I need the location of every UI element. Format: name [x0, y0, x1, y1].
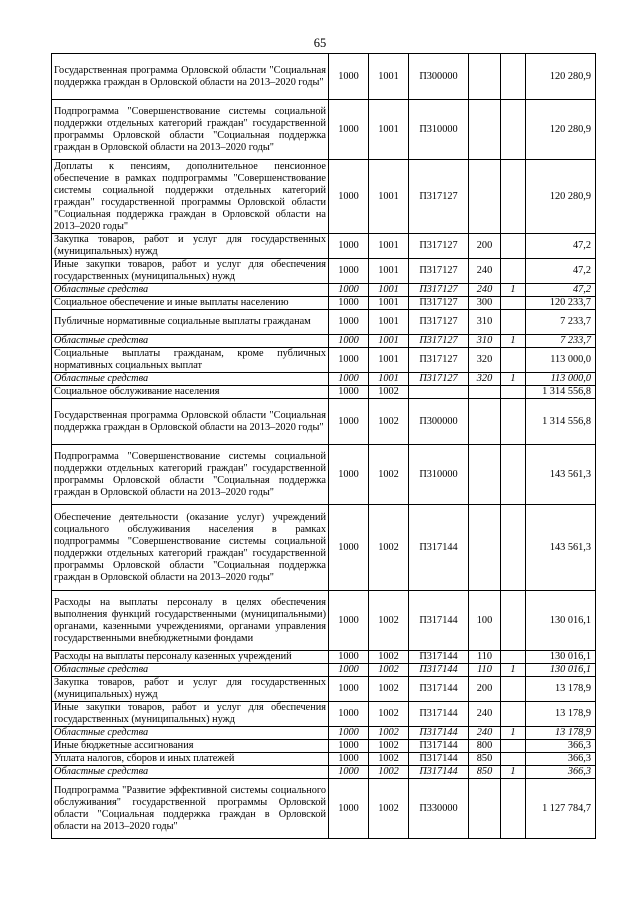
row-gr-code: 1000 — [329, 386, 369, 399]
row-csr-code: П317144 — [409, 740, 469, 753]
table-row-regional-funds — [52, 335, 596, 348]
row-name: Областные средства — [52, 766, 329, 779]
row-csr-code: П310000 — [409, 100, 469, 160]
row-rz-code: 1002 — [369, 727, 409, 740]
row-name: Подпрограмма "Развитие эффективной системы социального обслуживания" государственной программы Орловской области "Социальная поддержка граждан в Орловской области на 2013–2020 годы" — [52, 779, 329, 839]
row-name: Государственная программа Орловской области "Социальная поддержка граждан в Орловской области на 2013–2020 годы" — [52, 399, 329, 445]
row-csr-code: П317127 — [409, 348, 469, 373]
row-vr-code: 240 — [469, 702, 501, 727]
row-name: Социальное обслуживание населения — [52, 386, 329, 399]
table-row — [52, 651, 596, 664]
row-rz-code: 1001 — [369, 54, 409, 100]
table-row-regional-funds — [52, 727, 596, 740]
row-vr-code: 240 — [469, 259, 501, 284]
row-name: Социальное обеспечение и иные выплаты населению — [52, 297, 329, 310]
row-sum: 113 000,0 — [526, 348, 596, 373]
row-csr-code: П317144 — [409, 664, 469, 677]
row-name: Государственная программа Орловской области "Социальная поддержка граждан в Орловской области на 2013–2020 годы" — [52, 54, 329, 100]
row-name: Расходы на выплаты персоналу казенных учреждений — [52, 651, 329, 664]
row-name: Уплата налогов, сборов и иных платежей — [52, 753, 329, 766]
table-row — [52, 160, 596, 234]
row-name: Областные средства — [52, 284, 329, 297]
row-name: Иные закупки товаров, работ и услуг для обеспечения государственных (муниципальных) нужд — [52, 259, 329, 284]
row-name: Закупка товаров, работ и услуг для государственных (муниципальных) нужд — [52, 234, 329, 259]
row-rz-code: 1002 — [369, 779, 409, 839]
row-source-code — [501, 54, 526, 100]
row-vr-code: 240 — [469, 727, 501, 740]
row-vr-code: 310 — [469, 335, 501, 348]
row-rz-code: 1002 — [369, 664, 409, 677]
row-source-code — [501, 779, 526, 839]
table-row-regional-funds — [52, 664, 596, 677]
row-gr-code: 1000 — [329, 766, 369, 779]
row-vr-code: 110 — [469, 651, 501, 664]
row-sum: 47,2 — [526, 234, 596, 259]
row-gr-code: 1000 — [329, 664, 369, 677]
row-sum: 143 561,3 — [526, 505, 596, 591]
row-source-code — [501, 651, 526, 664]
row-gr-code: 1000 — [329, 373, 369, 386]
row-vr-code — [469, 54, 501, 100]
row-gr-code: 1000 — [329, 160, 369, 234]
row-vr-code: 850 — [469, 753, 501, 766]
row-source-code — [501, 740, 526, 753]
row-vr-code: 850 — [469, 766, 501, 779]
row-rz-code: 1002 — [369, 651, 409, 664]
row-sum: 1 314 556,8 — [526, 386, 596, 399]
row-source-code — [501, 297, 526, 310]
page-number: 65 — [313, 36, 327, 50]
row-source-code — [501, 445, 526, 505]
row-csr-code: П317144 — [409, 702, 469, 727]
row-sum: 113 000,0 — [526, 373, 596, 386]
row-name: Подпрограмма "Совершенствование системы социальной поддержки отдельных категорий граждан" государственной программы Орловской области "Социальная поддержка граждан в Орловской области на 2013–2020 годы" — [52, 445, 329, 505]
table-row — [52, 445, 596, 505]
row-name: Социальные выплаты гражданам, кроме публичных нормативных социальных выплат — [52, 348, 329, 373]
row-vr-code: 310 — [469, 310, 501, 335]
row-source-code — [501, 160, 526, 234]
row-sum: 7 233,7 — [526, 310, 596, 335]
row-gr-code: 1000 — [329, 591, 369, 651]
row-sum: 1 127 784,7 — [526, 779, 596, 839]
row-sum: 366,3 — [526, 753, 596, 766]
row-vr-code: 200 — [469, 234, 501, 259]
row-sum: 120 280,9 — [526, 100, 596, 160]
table-row — [52, 779, 596, 839]
row-name: Расходы на выплаты персоналу в целях обеспечения выполнения функций государственными (муниципальными) органами, казенными учреждениями, органами управления государственными внебюджетными фондами — [52, 591, 329, 651]
row-gr-code: 1000 — [329, 259, 369, 284]
table-row — [52, 591, 596, 651]
table-row — [52, 399, 596, 445]
table-row-regional-funds — [52, 766, 596, 779]
table-row — [52, 348, 596, 373]
row-sum: 47,2 — [526, 284, 596, 297]
row-csr-code: П310000 — [409, 445, 469, 505]
table-row — [52, 740, 596, 753]
row-sum: 7 233,7 — [526, 335, 596, 348]
row-rz-code: 1002 — [369, 445, 409, 505]
row-sum: 1 314 556,8 — [526, 399, 596, 445]
row-vr-code: 800 — [469, 740, 501, 753]
row-csr-code: П317127 — [409, 284, 469, 297]
row-gr-code: 1000 — [329, 284, 369, 297]
row-source-code — [501, 702, 526, 727]
row-source-code: 1 — [501, 373, 526, 386]
row-source-code — [501, 310, 526, 335]
row-source-code — [501, 100, 526, 160]
row-sum: 130 016,1 — [526, 591, 596, 651]
row-gr-code: 1000 — [329, 234, 369, 259]
row-source-code — [501, 399, 526, 445]
row-rz-code: 1001 — [369, 373, 409, 386]
row-sum: 13 178,9 — [526, 677, 596, 702]
row-source-code — [501, 505, 526, 591]
row-csr-code: П330000 — [409, 779, 469, 839]
row-vr-code — [469, 445, 501, 505]
row-source-code — [501, 386, 526, 399]
row-rz-code: 1001 — [369, 284, 409, 297]
row-sum: 120 233,7 — [526, 297, 596, 310]
table-row — [52, 386, 596, 399]
row-csr-code — [409, 386, 469, 399]
table-row — [52, 297, 596, 310]
table-row — [52, 234, 596, 259]
row-rz-code: 1002 — [369, 386, 409, 399]
row-source-code — [501, 591, 526, 651]
row-gr-code: 1000 — [329, 348, 369, 373]
row-source-code — [501, 348, 526, 373]
row-csr-code: П317127 — [409, 310, 469, 335]
row-name: Областные средства — [52, 727, 329, 740]
row-vr-code — [469, 100, 501, 160]
row-rz-code: 1001 — [369, 100, 409, 160]
budget-table — [51, 53, 596, 839]
row-name: Доплаты к пенсиям, дополнительное пенсионное обеспечение в рамках подпрограммы "Совершенствование системы социальной поддержки отдельных категорий граждан" государственной программы Орловской области "Социальная поддержка граждан в Орловской области на 2013–2020 годы" — [52, 160, 329, 234]
table-row — [52, 677, 596, 702]
table-row — [52, 54, 596, 100]
row-csr-code: П317127 — [409, 160, 469, 234]
table-row-regional-funds — [52, 373, 596, 386]
row-csr-code: П317144 — [409, 753, 469, 766]
row-gr-code: 1000 — [329, 310, 369, 335]
row-sum: 143 561,3 — [526, 445, 596, 505]
row-gr-code: 1000 — [329, 100, 369, 160]
row-csr-code: П300000 — [409, 54, 469, 100]
row-source-code — [501, 259, 526, 284]
row-gr-code: 1000 — [329, 505, 369, 591]
row-vr-code: 240 — [469, 284, 501, 297]
row-csr-code: П317144 — [409, 505, 469, 591]
row-rz-code: 1002 — [369, 740, 409, 753]
row-sum: 13 178,9 — [526, 702, 596, 727]
row-sum: 366,3 — [526, 740, 596, 753]
row-gr-code: 1000 — [329, 335, 369, 348]
row-name: Обеспечение деятельности (оказание услуг) учреждений социального обслуживания населения в рамках подпрограммы "Совершенствование системы социальной поддержки отдельных категорий граждан" государственной программы Орловской области "Социальная поддержка граждан в Орловской области на 2013–2020 годы" — [52, 505, 329, 591]
row-name: Областные средства — [52, 664, 329, 677]
row-csr-code: П317144 — [409, 591, 469, 651]
row-rz-code: 1001 — [369, 297, 409, 310]
row-source-code: 1 — [501, 766, 526, 779]
row-sum: 366,3 — [526, 766, 596, 779]
row-vr-code: 320 — [469, 348, 501, 373]
row-name: Иные бюджетные ассигнования — [52, 740, 329, 753]
row-rz-code: 1001 — [369, 348, 409, 373]
row-rz-code: 1002 — [369, 766, 409, 779]
row-vr-code: 320 — [469, 373, 501, 386]
row-gr-code: 1000 — [329, 727, 369, 740]
table-row — [52, 702, 596, 727]
row-rz-code: 1001 — [369, 259, 409, 284]
table-row — [52, 505, 596, 591]
row-gr-code: 1000 — [329, 399, 369, 445]
row-gr-code: 1000 — [329, 779, 369, 839]
row-name: Публичные нормативные социальные выплаты гражданам — [52, 310, 329, 335]
table-row — [52, 753, 596, 766]
row-sum: 13 178,9 — [526, 727, 596, 740]
row-rz-code: 1002 — [369, 591, 409, 651]
row-vr-code — [469, 505, 501, 591]
row-vr-code — [469, 779, 501, 839]
row-rz-code: 1002 — [369, 399, 409, 445]
table-row — [52, 100, 596, 160]
row-rz-code: 1002 — [369, 702, 409, 727]
row-source-code: 1 — [501, 664, 526, 677]
row-gr-code: 1000 — [329, 677, 369, 702]
row-sum: 130 016,1 — [526, 664, 596, 677]
row-csr-code: П317144 — [409, 677, 469, 702]
row-name: Иные закупки товаров, работ и услуг для обеспечения государственных (муниципальных) нужд — [52, 702, 329, 727]
row-csr-code: П317144 — [409, 727, 469, 740]
row-csr-code: П317144 — [409, 766, 469, 779]
row-csr-code: П317144 — [409, 651, 469, 664]
row-sum: 47,2 — [526, 259, 596, 284]
row-sum: 120 280,9 — [526, 160, 596, 234]
row-name: Областные средства — [52, 373, 329, 386]
row-csr-code: П317127 — [409, 234, 469, 259]
row-sum: 120 280,9 — [526, 54, 596, 100]
table-row-regional-funds — [52, 284, 596, 297]
row-source-code: 1 — [501, 727, 526, 740]
row-source-code: 1 — [501, 335, 526, 348]
row-rz-code: 1002 — [369, 753, 409, 766]
row-vr-code: 300 — [469, 297, 501, 310]
row-csr-code: П317127 — [409, 373, 469, 386]
row-gr-code: 1000 — [329, 702, 369, 727]
row-vr-code — [469, 160, 501, 234]
row-gr-code: 1000 — [329, 297, 369, 310]
row-gr-code: 1000 — [329, 54, 369, 100]
row-gr-code: 1000 — [329, 651, 369, 664]
row-rz-code: 1001 — [369, 310, 409, 335]
table-row — [52, 310, 596, 335]
row-csr-code: П317127 — [409, 297, 469, 310]
row-gr-code: 1000 — [329, 753, 369, 766]
row-source-code: 1 — [501, 284, 526, 297]
row-source-code — [501, 753, 526, 766]
row-vr-code — [469, 386, 501, 399]
table-row — [52, 259, 596, 284]
row-vr-code: 110 — [469, 664, 501, 677]
row-name: Подпрограмма "Совершенствование системы социальной поддержки отдельных категорий граждан" государственной программы Орловской области "Социальная поддержка граждан в Орловской области на 2013–2020 годы" — [52, 100, 329, 160]
row-vr-code: 100 — [469, 591, 501, 651]
row-rz-code: 1001 — [369, 335, 409, 348]
row-rz-code: 1002 — [369, 505, 409, 591]
row-sum: 130 016,1 — [526, 651, 596, 664]
row-source-code — [501, 234, 526, 259]
row-csr-code: П317127 — [409, 259, 469, 284]
row-name: Закупка товаров, работ и услуг для государственных (муниципальных) нужд — [52, 677, 329, 702]
row-csr-code: П317127 — [409, 335, 469, 348]
row-name: Областные средства — [52, 335, 329, 348]
row-csr-code: П300000 — [409, 399, 469, 445]
row-rz-code: 1001 — [369, 234, 409, 259]
row-vr-code — [469, 399, 501, 445]
row-rz-code: 1001 — [369, 160, 409, 234]
row-gr-code: 1000 — [329, 740, 369, 753]
row-source-code — [501, 677, 526, 702]
row-rz-code: 1002 — [369, 677, 409, 702]
row-vr-code: 200 — [469, 677, 501, 702]
row-gr-code: 1000 — [329, 445, 369, 505]
